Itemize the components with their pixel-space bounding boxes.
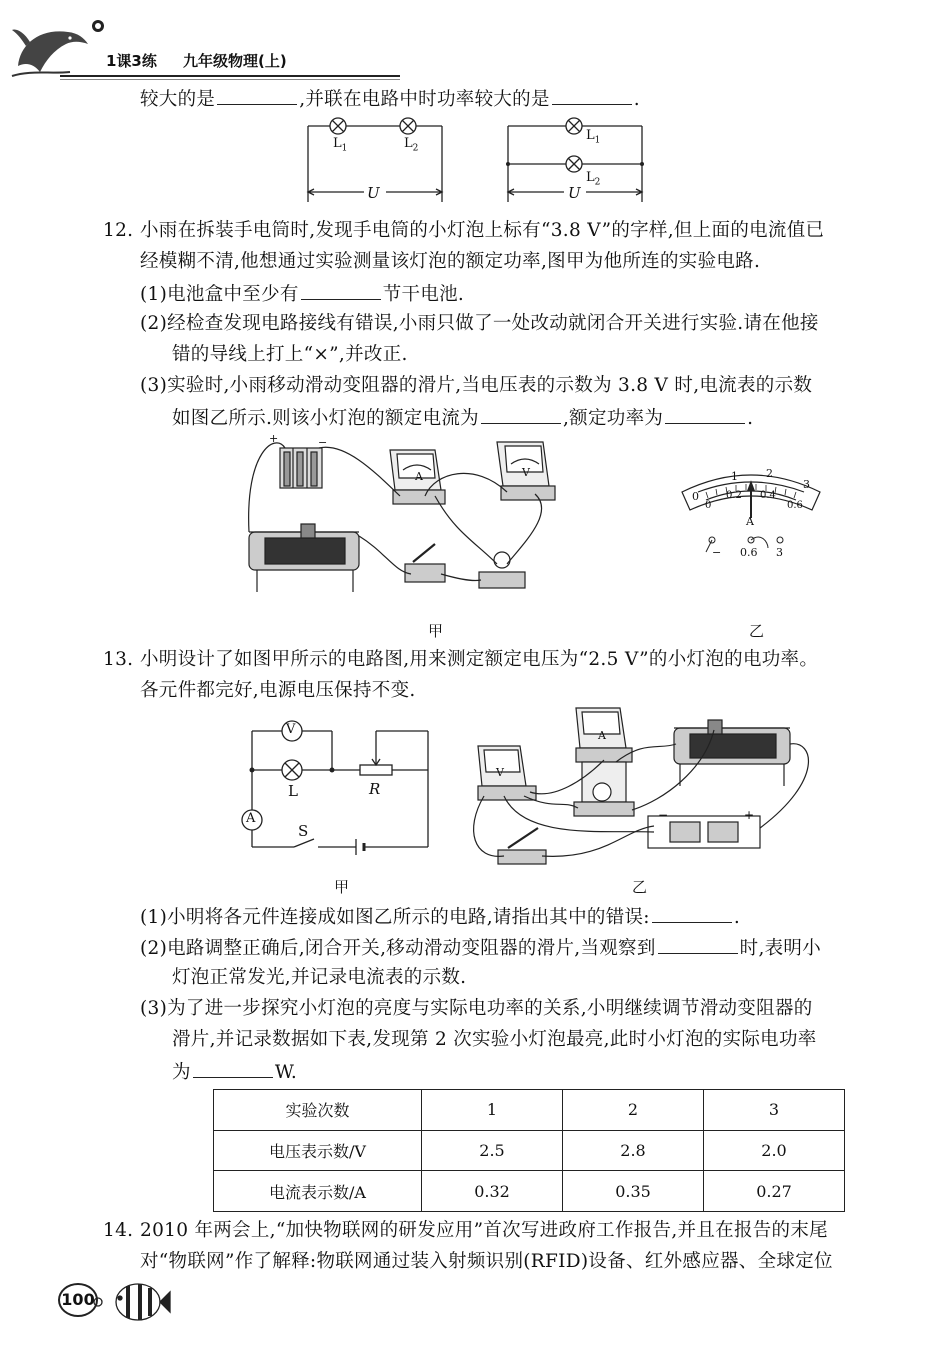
schematic-ammeter-label: A bbox=[246, 811, 256, 826]
q13-ammeter-label: A bbox=[598, 729, 606, 742]
schematic-switch-label: S bbox=[298, 822, 309, 840]
table-row bbox=[214, 1090, 845, 1131]
q13-data-table bbox=[213, 1089, 845, 1212]
q12-fig-jia-caption: 甲 bbox=[428, 622, 444, 640]
q12-ammeter-label: A bbox=[415, 470, 423, 483]
q12-part1: (1)电池盒中至少有 节干电池. bbox=[140, 281, 464, 307]
parallel-voltage-label: U bbox=[568, 184, 581, 202]
dial-tick-2: 2 bbox=[766, 467, 773, 480]
battery-plus-label: + bbox=[269, 432, 279, 445]
q13-blank-error[interactable] bbox=[652, 904, 732, 923]
table-cell: 3 bbox=[704, 1090, 845, 1131]
series-voltage-label: U bbox=[367, 184, 380, 202]
q11-tail-line bbox=[140, 86, 640, 112]
q13-real-circuit-figure bbox=[464, 700, 864, 870]
dial-tick-1: 1 bbox=[731, 470, 738, 483]
q11-text-a: 较大的是 bbox=[140, 89, 216, 110]
series-label: 1课3练 bbox=[106, 52, 157, 70]
dial-sub-tick-0: 0 bbox=[705, 500, 712, 511]
q12-part3-line1: (3)实验时,小雨移动滑动变阻器的滑片,当电压表的示数为 3.8 V 时,电流表的示数 bbox=[140, 375, 813, 396]
schematic-rheostat-label: R bbox=[369, 780, 381, 798]
q14-number: 14. bbox=[103, 1220, 134, 1241]
q13-part1: (1)小明将各元件连接成如图乙所示的电路,请指出其中的错误: . bbox=[140, 904, 740, 930]
dial-tick-0: 0 bbox=[692, 490, 699, 503]
q13-battery-plus-label: + bbox=[744, 808, 755, 822]
q12-part2-line2: 错的导线上打上“×”,并改正. bbox=[172, 344, 408, 365]
q13-part3-line2: 滑片,并记录数据如下表,发现第 2 次实验小灯泡最亮,此时小灯泡的实际电功率 bbox=[172, 1029, 817, 1050]
q12-line2: 经模糊不清,他想通过实验测量该灯泡的额定功率,图甲为他所连的实验电路. bbox=[140, 251, 761, 272]
parallel-lamp2-label: $L_2$ bbox=[586, 170, 601, 188]
terminal-3-label: 3 bbox=[776, 546, 783, 559]
q12-real-circuit-figure bbox=[235, 432, 595, 612]
q13-schematic-diagram bbox=[236, 715, 436, 860]
q13-voltmeter-label: V bbox=[496, 766, 504, 779]
q12-number: 12. bbox=[103, 220, 134, 241]
table-row bbox=[214, 1130, 845, 1171]
table-cell: 1 bbox=[422, 1090, 563, 1131]
q12-blank-battery-count[interactable] bbox=[301, 281, 381, 300]
dial-sub-tick-06: 0.6 bbox=[787, 500, 803, 511]
table-cell: 实验次数 bbox=[214, 1090, 422, 1131]
dial-tick-3: 3 bbox=[803, 478, 810, 491]
q13-part2-line2: 灯泡正常发光,并记录电流表的示数. bbox=[172, 967, 467, 988]
q13-blank-power[interactable] bbox=[193, 1059, 273, 1078]
q11-text-b: ,并联在电路中时功率较大的是 bbox=[299, 89, 550, 110]
table-cell: 0.35 bbox=[563, 1171, 704, 1212]
battery-minus-label: − bbox=[318, 436, 328, 449]
q13-line1: 小明设计了如图甲所示的电路图,用来测定额定电压为“2.5 V”的小灯泡的电功率。 bbox=[140, 649, 819, 670]
q11-blank-2[interactable] bbox=[552, 86, 632, 105]
table-cell: 2 bbox=[563, 1090, 704, 1131]
table-cell: 0.32 bbox=[422, 1171, 563, 1212]
q13-battery-minus-label: − bbox=[658, 808, 669, 822]
header-rule bbox=[60, 75, 400, 77]
q13-blank-observe[interactable] bbox=[658, 935, 738, 954]
schematic-lamp-label: L bbox=[288, 782, 298, 800]
q13-part2-line1: (2)电路调整正确后,闭合开关,移动滑动变阻器的滑片,当观察到 时,表明小 bbox=[140, 935, 821, 961]
page-number: 100 bbox=[58, 1283, 98, 1317]
table-cell: 2.0 bbox=[704, 1130, 845, 1171]
q11-blank-1[interactable] bbox=[217, 86, 297, 105]
dial-unit-label: A bbox=[746, 515, 754, 528]
table-cell: 电压表示数/V bbox=[214, 1130, 422, 1171]
q13-part3-line1: (3)为了进一步探究小灯泡的亮度与实际电功率的关系,小明继续调节滑动变阻器的 bbox=[140, 998, 813, 1019]
q12-blank-rated-power[interactable] bbox=[665, 405, 745, 424]
table-row bbox=[214, 1171, 845, 1212]
series-lamp2-label: $L_2$ bbox=[404, 136, 419, 154]
series-lamp1-label: $L_1$ bbox=[333, 136, 348, 154]
terminal-minus-label: − bbox=[712, 546, 722, 559]
parallel-lamp1-label: $L_1$ bbox=[586, 128, 601, 146]
q13-line2: 各元件都完好,电源电压保持不变. bbox=[140, 680, 416, 701]
dolphin-logo-icon bbox=[10, 14, 110, 80]
table-cell: 0.27 bbox=[704, 1171, 845, 1212]
q14-line2: 对“物联网”作了解释:物联网通过装入射频识别(RFID)设备、红外感应器、全球定位 bbox=[140, 1251, 833, 1272]
table-cell: 2.5 bbox=[422, 1130, 563, 1171]
q12-line1: 小雨在拆装手电筒时,发现手电筒的小灯泡上标有“3.8 V”的字样,但上面的电流值已 bbox=[140, 220, 825, 241]
q12-blank-rated-current[interactable] bbox=[481, 405, 561, 424]
q14-line1: 2010 年两会上,“加快物联网的研发应用”首次写进政府工作报告,并且在报告的末尾 bbox=[140, 1220, 828, 1241]
dial-sub-tick-04: 0.4 bbox=[760, 490, 776, 501]
q13-number: 13. bbox=[103, 649, 134, 670]
q13-part3-line3: 为 W. bbox=[172, 1059, 297, 1085]
book-title: 九年级物理(上) bbox=[183, 52, 287, 70]
q12-part3-line2: 如图乙所示.则该小灯泡的额定电流为 ,额定功率为 . bbox=[172, 405, 753, 431]
q11-text-c: . bbox=[633, 89, 640, 110]
header-rule-thin bbox=[60, 79, 400, 80]
dial-sub-tick-02: 0.2 bbox=[726, 490, 742, 501]
header bbox=[0, 0, 950, 80]
table-cell: 2.8 bbox=[563, 1130, 704, 1171]
fish-decoration-icon bbox=[92, 1278, 172, 1328]
q13-fig-jia-caption: 甲 bbox=[334, 878, 350, 896]
schematic-voltmeter-label: V bbox=[286, 722, 296, 737]
table-cell: 电流表示数/A bbox=[214, 1171, 422, 1212]
terminal-06-label: 0.6 bbox=[740, 546, 758, 559]
q12-part2-line1: (2)经检查发现电路接线有错误,小雨只做了一处改动就闭合开关进行实验.请在他接 bbox=[140, 313, 819, 334]
q12-fig-yi-caption: 乙 bbox=[749, 622, 765, 640]
q13-fig-yi-caption: 乙 bbox=[632, 878, 648, 896]
q12-voltmeter-label: V bbox=[522, 466, 530, 479]
